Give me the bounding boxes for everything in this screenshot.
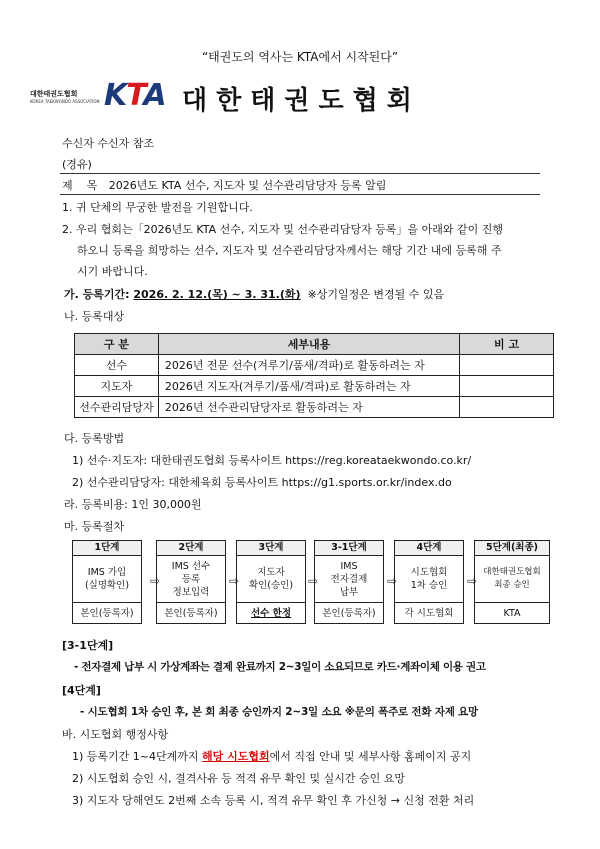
step-2 xyxy=(156,540,226,624)
step-foot: 본인(등록자) xyxy=(80,608,134,619)
subject-text: 2026년도 KTA 선수, 지도자 및 선수관리담당자 등록 알림 xyxy=(108,179,387,192)
table-cell: 선수관리담당자 xyxy=(75,397,159,418)
step-body-line: 등록 xyxy=(181,573,201,585)
step-foot: 본인(등록자) xyxy=(322,608,376,619)
arrow-right-icon: ⇨ xyxy=(228,574,240,588)
step-body-line: IMS 선수 xyxy=(171,560,211,572)
step-body-line: 납부 xyxy=(339,586,359,598)
logo-english-name: KOREA TAEKWONDO ASSOCIATION xyxy=(30,99,100,104)
step-body xyxy=(157,556,225,603)
step-4-title: [4단계] xyxy=(62,684,101,697)
arrow-right-icon: ⇨ xyxy=(386,574,398,588)
paragraph-2-line-1: 2. 우리 협회는「2026년도 KTA 선수, 지도자 및 선수관리담당자 등록」을 아래와 같이 진행 xyxy=(62,223,503,236)
table-header-row xyxy=(75,334,554,355)
table-header: 비 고 xyxy=(460,334,554,355)
step-body-line: 확인(승인) xyxy=(248,580,294,591)
arrow-right-icon: ⇨ xyxy=(149,574,161,588)
table-cell xyxy=(460,397,554,418)
step-body xyxy=(315,556,383,603)
procedure-label: 마. 등록절차 xyxy=(64,520,125,533)
step-1 xyxy=(72,540,142,624)
step-head: 5단계(최종) xyxy=(475,541,549,556)
divider-bottom xyxy=(60,194,540,195)
logo-korean-name: 대한태권도협회 xyxy=(30,90,78,98)
table-cell: 2026년 지도자(겨루기/품새/격파)로 활동하려는 자 xyxy=(158,376,459,397)
step-head: 3단계 xyxy=(237,541,305,556)
subject-label: 제 목 xyxy=(62,179,98,192)
kta-logo-t: T xyxy=(126,78,144,113)
step-body-line: 정보입력 xyxy=(172,586,210,598)
step-foot: 선수 한정 xyxy=(250,608,291,619)
method-1: 1) 선수·지도자: 대한태권도협회 등록사이트 https://reg.koreataekwondo.co.kr/ xyxy=(72,454,472,467)
admin-label: 바. 시도협회 행정사항 xyxy=(62,728,169,741)
step-foot: 각 시도협회 xyxy=(404,608,454,619)
target-label: 나. 등록대상 xyxy=(64,310,125,323)
organization-name: 대한태권도협회 xyxy=(182,86,421,116)
step-body-line: (실명확인) xyxy=(84,580,130,591)
method-label: 다. 등록방법 xyxy=(64,432,125,445)
period-label: 가. 등록기간: xyxy=(64,288,134,301)
step-body xyxy=(73,556,141,603)
admin-item-2: 2) 시도협회 승인 시, 결격사유 등 적격 유무 확인 및 실시간 승인 요망 xyxy=(72,772,406,785)
step-head: 2단계 xyxy=(157,541,225,556)
subject-line xyxy=(62,177,386,193)
table-cell xyxy=(460,376,554,397)
table-cell: 선수 xyxy=(75,355,159,376)
step-body xyxy=(237,556,305,603)
arrow-right-icon: ⇨ xyxy=(466,574,478,588)
via: (경유) xyxy=(62,158,92,171)
kta-logo-k: K xyxy=(104,78,127,113)
step-body-line: IMS 가입 xyxy=(87,567,127,578)
step-3-1-text: - 전자결제 납부 시 가상계좌는 결제 완료까지 2~3일이 소요되므로 카드·계좌이체 이용 권고 xyxy=(74,661,486,673)
admin-item-3: 3) 지도자 당해연도 2번째 소속 등록 시, 적격 유무 확인 후 가신청 → 신청 전환 처리 xyxy=(72,794,475,807)
logo-subtitle xyxy=(30,91,99,105)
paragraph-1: 1. 귀 단체의 무궁한 발전을 기원합니다. xyxy=(62,201,253,214)
step-5 xyxy=(474,540,550,624)
admin-1-pre: 1) 등록기간 1~4단계까지 xyxy=(72,750,203,763)
admin-1-post: 에서 직접 안내 및 세부사항 홈페이지 공지 xyxy=(269,750,472,763)
step-body-line: 대한태권도협회 xyxy=(483,567,541,577)
registration-target-table xyxy=(74,333,554,418)
table-row xyxy=(75,355,554,376)
step-4-text: - 시도협회 1차 승인 후, 본 회 최종 승인까지 2~3일 소요 ※문의 폭주로 전화 자제 요망 xyxy=(80,706,478,718)
period-value: 2026. 2. 12.(목) ~ 3. 31.(화) xyxy=(133,288,301,301)
step-body-line: 전자결제 xyxy=(330,573,368,585)
table-cell: 지도자 xyxy=(75,376,159,397)
admin-1-highlight: 해당 시도협회 xyxy=(202,750,270,763)
table-cell xyxy=(460,355,554,376)
step-3-1-title: [3-1단계] xyxy=(62,639,114,652)
method-2: 2) 선수관리담당자: 대한체육회 등록사이트 https://g1.sports.or.kr/index.do xyxy=(72,476,452,489)
period-note: ※상기일정은 변경될 수 있음 xyxy=(300,288,445,301)
step-head: 3-1단계 xyxy=(315,541,383,556)
registration-period xyxy=(64,286,444,302)
kta-logo-a: A xyxy=(143,78,166,113)
step-3-1 xyxy=(314,540,384,624)
admin-item-1 xyxy=(72,748,471,764)
step-3 xyxy=(236,540,306,624)
step-body xyxy=(475,556,549,603)
recipient: 수신자 수신자 참조 xyxy=(62,137,155,150)
step-foot: 본인(등록자) xyxy=(164,608,218,619)
table-header: 세부내용 xyxy=(158,334,459,355)
step-body xyxy=(395,556,463,603)
step-foot: KTA xyxy=(503,608,521,619)
step-body-line: 1차 승인 xyxy=(410,580,448,591)
step-4 xyxy=(394,540,464,624)
step-body-line: 최종 승인 xyxy=(494,580,530,590)
step-body-line: 지도자 xyxy=(257,567,285,578)
slogan: “태권도의 역사는 KTA에서 시작된다” xyxy=(201,50,399,64)
divider-top xyxy=(60,173,540,174)
registration-fee: 라. 등록비용: 1인 30,000원 xyxy=(64,498,202,511)
paragraph-2-line-2: 하오니 등록을 희망하는 선수, 지도자 및 선수관리담당자께서는 해당 기간 내에 등록해 주 xyxy=(77,244,502,257)
table-cell: 2026년 전문 선수(겨루기/품새/격파)로 활동하려는 자 xyxy=(158,355,459,376)
table-row xyxy=(75,376,554,397)
step-body-line: 시도협회 xyxy=(410,567,448,578)
table-cell: 2026년 선수관리담당자로 활동하려는 자 xyxy=(158,397,459,418)
step-head: 4단계 xyxy=(395,541,463,556)
arrow-right-icon: ⇨ xyxy=(307,574,319,588)
step-head: 1단계 xyxy=(73,541,141,556)
table-row xyxy=(75,397,554,418)
kta-logo xyxy=(104,78,166,113)
table-header: 구 분 xyxy=(75,334,159,355)
step-body-line: IMS xyxy=(340,560,358,572)
paragraph-2-line-3: 시기 바랍니다. xyxy=(77,265,148,278)
